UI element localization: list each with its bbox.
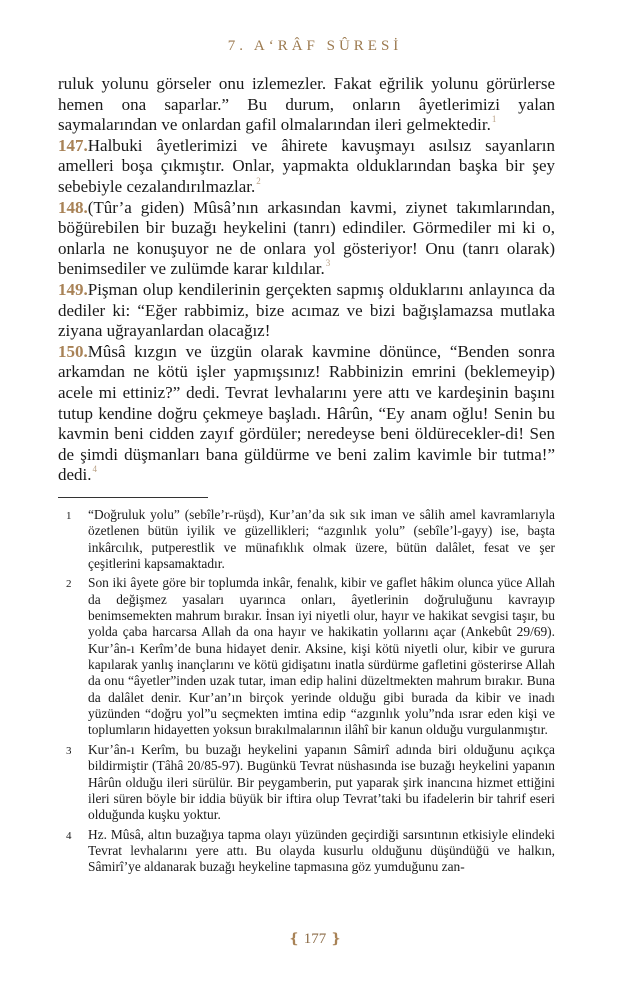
page-number-value: 177 — [303, 931, 327, 947]
footnote-ref[interactable]: 2 — [256, 175, 261, 186]
footnote-2 — [58, 575, 555, 738]
footnote-number: 1 — [66, 510, 72, 522]
footnote-text: Kur’ân-ı Kerîm, bu buzağı heykelini yapanın Sâmirî adında biri olduğunu açıkça bildirmiştir (Tâhâ 20/85-97). Bugünkü Tevrat nüshasında ise buzağı heykelini yapanın Hârûn olduğu ileri sürülür. Bir peygamberin, put yaparak şirk inancına hizmet ettiğini ileri süren böyle bir iddia büyük bir iftira olup Tevrat’taki bu ifadelerin bir tahrif eseri olduğunda kuşku yoktur. — [88, 741, 555, 823]
verse-148: 148.(Tûr’a giden) Mûsâ’nın arkasından kavmi, ziynet takımlarından, böğürebilen bir buzağı heykelini (tanrı) edindiler. Görmediler mi ki o, onlarla ne konuşuyor ne de onlara yol gösteriyor! Onu (tanrı olarak) benimsediler ve zulümde karar kıldılar.$^3$ — [58, 197, 555, 279]
verse-number: 149. — [58, 279, 88, 299]
footnotes — [58, 507, 555, 879]
verse-149: 149.Pişman olup kendilerinin gerçekten sapmış olduklarını anlayınca da dediler ki: “Eğer rabbimiz, bize acımaz ve bizi bağışlamazsa mutlaka ziyana uğrayanlardan olacağız! — [58, 279, 555, 341]
footnote-text: Son iki âyete göre bir toplumda inkâr, fenalık, kibir ve gaflet hâkim olunca yüce Allah da değişmez yasaları uyarınca onları, âyetlerinin doğruluğunu kavrayıp benimsemekten mahrum bırakır. İnsan iyi niyetli olur, hayır ve hakikat sevgisi taşır, bu yolda çaba harcarsa Allah da ona hayır ve hakikatin yollarını açar (Ankebût 29/69). Kur’ân-ı Kerîm’de buna hidayet denir. Aksine, kişi kötü niyetli olur, kibir ve gurura kapılarak yanlış inançlarını ve kötü gidişatını inatla sürdürme gafletini gösterirse Allah da onu “âyetler”inden uzak tutar, iman edip halini düzeltmekten mahrum bırakır. Buna da dalâlet denir. Kur’an’ın birçok yerinde olduğu gibi burada da kibir ve inadı yüzünden “doğru yol”u seçmekten imtina edip “azgınlık yolu”nda ısrar eden kişi ve toplumların hidayetten yoksun bırakılmalarının ilâhî bir kanun olduğu vurgulanmıştır. — [88, 575, 555, 738]
footnote-ref[interactable]: 3 — [325, 258, 331, 269]
footnote-1 — [58, 507, 555, 572]
right-ornament-icon: ❵ — [330, 932, 342, 947]
running-header: 7. A‘RÂF SÛRESİ — [227, 38, 403, 54]
footnote-4 — [58, 827, 555, 876]
left-ornament-icon: ❴ — [288, 932, 300, 947]
footnote-text: Hz. Mûsâ, altın buzağıya tapma olayı yüzünden geçirdiği sarsıntının etkisiyle elindeki Tevrat levhalarını yere attı. Bu olayda kusurlu olduğunu düşündüğü ve halkın, Sâmirî’ye aldanarak buzağı heykeline tapmasına göz yumduğunu zan- — [88, 826, 555, 875]
footnote-number: 3 — [66, 744, 72, 757]
footnote-text: “Doğruluk yolu” (sebîle’r-rüşd), Kur’an’da sık sık iman ve sâlih amel kavramlarıyla özetlenen bütün iyilik ve güzellikleri; “azgınlık yolu” (sebîle’l-gayy) ise, başta inkârcılık, putperestlik ve münafıklık olmak üzere, bütün dalâlet, fesat ve şer çeşitlerini kapsamaktadır. — [88, 507, 555, 572]
footnote-ref[interactable]: 1 — [491, 114, 497, 125]
footnote-number: 4 — [66, 829, 72, 842]
footnote-3 — [58, 742, 555, 824]
verse-147: 147.Halbuki âyetlerimizi ve âhirete kavuşmayı asılsız sayanların amelleri boşa çıkmıştır. Onlar, yapmakta olduklarından başka bir şey sebebiyle cezalandırılmazlar.$^2$ — [58, 135, 555, 196]
main-text — [58, 74, 555, 486]
verse-150: 150.Mûsâ kızgın ve üzgün olarak kavmine dönünce, “Benden sonra arkamdan ne kötü işler yapmışsınız! Rabbinizin emrini (beklemeyip) acele mi ettiniz?” dedi. Tevrat levhalarını yere attı ve kardeşinin başını tutup kendine doğru çekmeye başladı. Hârûn, “Ey anam oğlu! Senin bu kavmin beni cidden zayıf gördüler; neredeyse beni öldürecekler-di! Sen de şimdi düşmanları bana güldürme ve beni zalim kavimle bir tutma!” dedi.$^4$ — [58, 341, 555, 485]
verse-146-continuation: ruluk yolunu görseler onu izlemezler. Fakat eğrilik yolunu görürlerse hemen ona saparlar.” Bu durum, onların âyetlerimizi yalan saymalarından ve onlardan gafil olmalarından ileri gelmektedir.$^1$ — [58, 74, 555, 135]
verse-number: 147. — [58, 135, 88, 155]
footnote-ref[interactable]: 4 — [92, 464, 98, 475]
verse-number: 150. — [58, 341, 88, 361]
verse-number: 148. — [58, 197, 88, 217]
footnote-divider — [58, 497, 208, 498]
page-number — [0, 931, 630, 948]
footnote-number: 2 — [66, 578, 72, 591]
